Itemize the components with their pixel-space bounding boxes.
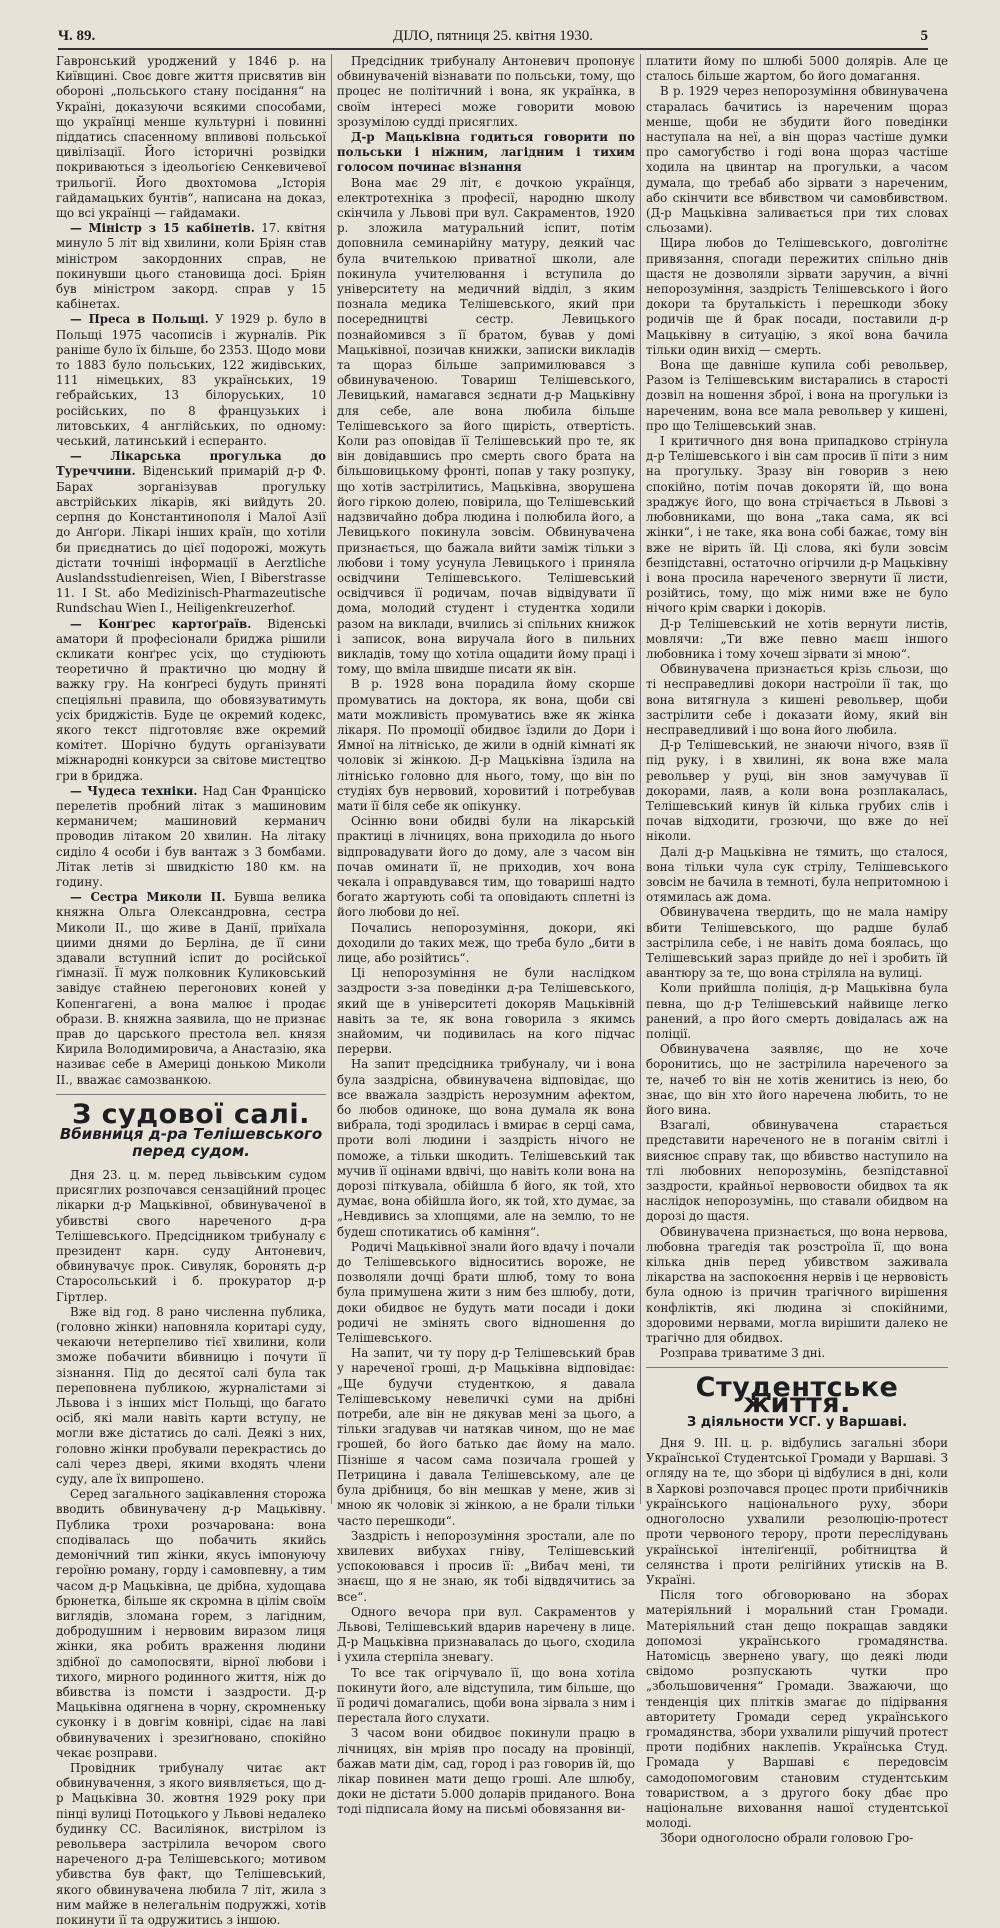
paragraph: Одного вечора при вул. Сакраментов у Львові, Телішевський вдарив наречену в лице. Д-р Мацьківна признавалась до цього, сходила і ухила стерпіла зневагу.: [337, 1604, 635, 1665]
news-text: Віденський примарій д-р Ф. Барах зорганізував прогульку австрійських лікарів, які вийдуть 20. серпня до Константинополя і Малої Азії до Анґори. Лікарі інших країн, що хотіли би приєднатись до цієї подорожі, можуть дістати точніші інформації в Aerztliche Auslandsstudienreisen, Wien, I Biberstrasse 11. I St. або Medizinisch-Pharmazeutische Rundschau Wien I., Heiligenkreuzerhof.: [56, 464, 326, 616]
paragraph: Далі д-р Мацьківна не тямить, що сталося, вона тільки чула сук стрілу, Телішевського зовсім не бачила в темноті, була непритомною і отямилась аж дома.: [646, 844, 948, 905]
paragraph: Гавронський уроджений у 1846 р. на Київщині. Своє довге життя присвятив він обороні „польського стану посідання“ на Україні, доказуючи всякими способами, що українці менше культурні і повинні піддатись спасенному впливові польської цивілізації. Його історичні розвідки покриваються з ідеольогією Сенкевичевої трильогії. Його двохтомова „Історія гайдамацьких бунтів“, написана на доказ, що всі українці — гайдамаки.: [56, 54, 326, 221]
paragraph: Збори одноголосно обрали головою Гро-: [660, 1831, 914, 1846]
paragraph: Почались непорозуміння, докори, які доходили до таких меж, що треба було „бити в лице, або розійтись“.: [337, 920, 635, 965]
paragraph: Серед загального зацікавлення сторожа вводить обвинувачену д-р Мацьківну. Публика трохи розчарована: вона сподівалась що побачить якийсь демонічний тип жінки, якусь імпонуючу героїню роману, горду і самовпевну, а тим часом д-р Мацьківна, це дрібна, худощава брюнетка, більше як скромна в цілім своїм виглядів, зломана горем, з лагідним, добродушним і нервовим виразом лиця жінки, яка робить враження людини здібної до самопосвяти, вірної любови і тихого, мирного родинного життя, ніж до вбивства із помсти і заздрости. Д-р Мацьківна одягнена в чорну, скромненьку суконку і в довгім ковнірі, сідає на лаві обвинувачених і зрезиґновано, спокійно чекає розправи.: [56, 1487, 326, 1760]
paragraph: Д-р Мацьківна годиться говорити по польськи і ніжним, лагідним і тихим голосом починає візнання: [337, 130, 635, 175]
paragraph: Розправа триватиме 3 дні.: [660, 1346, 826, 1361]
paragraph: Вона має 29 літ, є дочкою українця, електротехніка з професії, народню школу скінчила у Львові при вул. Сакраментов, 1920 р. зложила матуральний іспит, потім доповнила семинарійну матуру, деякий час була вчителькою приватної школи, але покинула учителювання і вступила до університету на медичний відділ, з яким познала медика Телішевського, який при посередництві сестр. Левицького познайомився з її братом, бував у домі Мацьківної, позичав книжки, записки викладів та щораз більше запримилювався з обвинуваченою. Товариш Телішевського, Левицький, намагався зєднати д-р Мацьківну для себе, але вона любила більше Телішевського за його щирість, отвертість. Коли раз оповідав її Телішевський про те, як він довідавшись про смерть свого брата на більшовицькому фронті, попав у таку розпуку, що хотів застрілитись, Мацьківна, зворушена його гіркою долею, повірила, що Телішевський надзвичайно добра людина і полюбила його, а Левицького покинула зовсім. Обвинувачена признається, що бажала вийти заміж тільки з любови і тому усунула Левицького і приняла освідчини Телішевського. Телішевський освідчився її родичам, почав відвідувати її дома, молодий студент і студентка ходили разом на виклади, вчились зі спільних книжок і записок, вона виручала його в пильних викладів, тому що хотіла ощадити йому праці і тому, що вміла швидше писати як він.: [337, 175, 635, 677]
column-2: [337, 54, 635, 1817]
section-heading: Студентське життя.: [695, 1372, 899, 1419]
news-text: Бувша велика княжна Ольга Олександровна, сестра Миколи II., що живе в Данії, приїхала циими днями до Берліна, де її сини здавали вступний іспит до російської ґімназії. Її муж полковник Куликовський завідує стайнею перегонових коней у Копенгагені, а вона малює і продає образи. В. княжна заявила, що не признає прав до царського престола вел. князя Кирила Володимировича, а Анастазію, яка називає себе в Америці донькою Миколи II., вважає самозванкою.: [56, 890, 326, 1087]
paragraph: Вона ще давніше купила собі револьвер, Разом із Телішевським вистарались в старості дозвіл на ношення зброї, і вона на прогульки із нареченим, вона все мала револьвер у кишені, про що Телішевський знав.: [646, 358, 948, 433]
paragraph: Після того обговорювано на зборах матеріяльний і моральний стан Громади. Матеріяльний стан дещо покращав завдяки допомозі українського громадянства. Натомісць звернено увагу, що деякі люди свідомо розпускають чутки про „збольшовичення“ Громади. Зважаючи, що тенденція цих плітків змагає до підірвання авторитету Громади серед українського громадянства, збори ухвалили рішучий протест проти подібних наклепів. Українська Студ. Громада у Варшаві є передовсім самодопомоговим становим студентським товариством, а з другого боку дбає про національне виховання нашої студентської молоді.: [646, 1588, 948, 1831]
paragraph: Обвинувачена признається крізь сльози, що ті несправедливі докори настроїли її так, що вона витягнула з кишені револьвер, щоби застрілити себе і доказати йому, який він несправедливий і що вона його любила.: [646, 662, 948, 737]
paragraph: Обвинувачена признається, що вона нервова, любовна трагедія так розстроїла її, що вона кілька днів перед убивством заживала лікарства на заспокоєння нервів і це нервовість була одною із причин трагічного вирішення конфліктів, які людина зі спокійними, здоровими нервами, могла вирішити далеко не трагічно для обидвох.: [646, 1224, 948, 1346]
paragraph: На запит, чи ту пору д-р Телішевський брав у нареченої гроші, д-р Мацьківна відповідає: „Ще будучи студенткою, я давала Телішевському невеличкі суми на дрібні потреби, але він не дякував мені за цього, а тільки згадував чи натякав чином, що не має грошей, бо його батько дає йому на мало. Пізніше я часом сама позичала грошей у Петрицина і давала Телішевському, але це була дрібниця, бо він мешкав у мене, жив зі мною як чоловік зі жінкою, а не брали тільки часто перешкоди“.: [337, 1346, 635, 1528]
section-divider: [56, 1094, 326, 1095]
news-item: [56, 617, 326, 784]
paragraph: То все так огірчувало її, що вона хотіла покинути його, але відступила, тим більше, що її родичі домагались, щоби вона зірвала з ним і перестала його слухати.: [337, 1665, 635, 1726]
page-number: 5: [920, 28, 928, 44]
news-text: 17. квітня минуло 5 літ від хвилини, коли Бріян став міністром закордонних справ, не покинувши цього становища досі. Бріян був міністром закорд. справ у 15 кабінетах.: [56, 221, 326, 312]
news-item: [56, 312, 326, 449]
column-divider: [331, 54, 332, 1504]
news-title: — Преса в Польщі.: [70, 312, 209, 327]
news-item: [56, 449, 326, 616]
column-divider: [640, 54, 641, 1504]
news-title: — Конґрес картоґраїв.: [70, 616, 252, 631]
section-heading: З судової салі.: [72, 1098, 310, 1130]
paragraph: Ці непорозуміння не були наслідком заздрости з-за поведінки д-ра Телішевського, який ще в університеті докоряв Мацьківній навіть за те, як вона говорила з якимсь знайомим, чи подивилась на кого підчас перерви.: [337, 966, 635, 1057]
news-title: — Лікарська прогулька до Туреччини.: [56, 449, 326, 479]
column-3: [646, 54, 948, 1846]
page-header: [58, 26, 928, 50]
news-text: У 1929 р. було в Польщі 1975 часописів і журналів. Рік раніше було їх більше, бо 2353. Щодо мови то 1883 було польських, 122 жидівських, 111 німецьких, 83 українських, 19 гебрайських, 13 білоруських, 10 російських, по 8 французьких і литовських, 4 англійських, по одному: чеський, латинський і есперанто.: [56, 312, 326, 449]
news-item: [56, 890, 326, 1088]
paragraph: В р. 1929 через непорозуміння обвинувачена старалась бачитись із нареченим щораз менше, щоби не збудити його поведінки наступала на неї, а він щораз частіше думки про самогубство і годі вона щораз частіше ходила на цвинтар на прогульки, а часом думала, що требаб або зірвати з нареченим, або скінчити все вбивством чи самовбивством. (Д-р Мацьківна заливається при тих словах сльозами).: [646, 84, 948, 236]
news-text: Над Сан Франціско перелетів пробний літак з машиновим керманичем; машиновий керманич проводив літаком 20 хвилин. На літаку сиділо 4 особи і був вантаж з 3 бомбами. Літак летів зі швидкістю 180 км. на годину.: [56, 783, 326, 889]
section-subheading: Вбивниця д-ра Телішевського перед судом.: [59, 1125, 323, 1161]
paragraph: Обвинувачена заявляє, що не хоче боронитись, що не застрілила нареченого за те, начеб то він не хотів женитись із нею, бо знає, що він хто його наречена любить, то не його вина.: [646, 1042, 948, 1118]
news-title: — Чудеса техніки.: [70, 783, 198, 798]
paragraph: Вже від год. 8 рано численна публика, (головно жінки) наповняла коритарі суду, чекаючи нетерпеливо тієї хвилини, коли зможе побачити вбивницю і почути її зізнання. Під до десятої салі була так переповнена публикою, журналістами зі Львова і з інших міст Польщі, що багато осіб, які мали навіть карти вступу, не могли вже дістатись до салі. Деякі з них, головно жінки пробували перекрастись до салі через двері, якими входять члени суду, але їх випрошено.: [56, 1304, 326, 1487]
paragraph: Д-р Телішевський не хотів вернути листів, мовлячи: „Ти вже певно маєш іншого любовника і тому хочеш зірвати зі мною“.: [646, 616, 948, 661]
paragraph: Д-р Телішевський, не знаючи нічого, взяв її під руку, і в хвилині, як вона вже мала револьвер у руці, він знов замучував її докорами, лаяв, а коли вона розплакалась, Телішевський кинув їй кілька грубих слів і почав відходити, грозючи, що вже до неї ніколи.: [646, 738, 948, 844]
paragraph: Предсідник трибуналу Антоневич пропонує обвинуваченій візнавати по польськи, тому, що процес не політичний і вона, як українка, в своїм інтересі може говорити мовою зрозумілою судді присяглих.: [337, 54, 635, 129]
news-item: [56, 221, 326, 312]
section-subheading: З діяльности УСГ. у Варшаві.: [686, 1414, 908, 1430]
paragraph: Дня 9. III. ц. р. відбулись загальні збори Української Студентської Громади у Варшаві. З огляду на те, що збори ці відбулися в дні, коли в Харкові розпочався процес проти прибічників українського національного руху, збори одноголосно ухвалили резолюцію-протест проти червоного терору, проти переслідувань української інтеліґенції, робітництва й селянства і проти релігійних утисків на В. Україні.: [646, 1436, 948, 1587]
paragraph: І критичного дня вона припадково стрінула д-р Телішевського і він сам просив її піти з ним на прогульку. Зразу він говорив з нею спокійно, потім почав докоряти їй, що вона зраджує його, що вона стрічається в Львові з любовниками, що вона „така сама, як всі жінки“, і не таке, яка вона собі бажає, тому він вже не вірить їй. Ці слова, які були зовсім безпідставні, остаточно огірчили д-р Мацьківну і вона просила нареченого звернути її листи, розійтись, тому, що між ними вже не було нічого крім сварки і докорів.: [646, 434, 948, 616]
paragraph: Взагалі, обвинувачена старається представити нареченого не в поганім світлі і вияснює справу так, що вбивство наступило на тлі любовних непорозумінь, безпідставної заздрости, крайньої нервовости обидвох та як наслідок непорозумінь, що ставали обидвом на дорозі до щастя.: [646, 1118, 948, 1224]
news-title: — Сестра Миколи II.: [70, 890, 226, 905]
paragraph: Осінню вони обидві були на лікарській практиці в лічницях, вона приходила до нього відпровадувати його до дому, але з часом він почав оминати її, не приходив, хоч вона чекала і оправдувався тим, що товариші надто богато жартують собі та оповідають сплетні із його любови до неї.: [337, 814, 635, 920]
paragraph: З часом вони обидвоє покинули працю в лічницях, він мріяв про посаду на провінції, бажав мати дім, сад, город і раз говорив їй, що лікар повинен мати дещо гроші. Але шлюбу, доки не дістати 5.000 доларів приданого. Вона тоді підписала йому на письмі обовязання ви-: [337, 1726, 635, 1817]
paragraph: Обвинувачена твердить, що не мала наміру вбити Телішевського, що радше булаб застрілила себе, і не навіть дома боялась, що Телішевський зараз прийде до неї і зробить їй авантюру за те, що вона стріляла на вулиці.: [646, 905, 948, 981]
paragraph: Коли прийшла поліція, д-р Мацьківна була певна, що д-р Телішевський найвище легко ранений, а про його смерть довідалась аж на поліції.: [646, 981, 948, 1041]
issue-number: Ч. 89.: [58, 28, 96, 44]
paragraph: Дня 23. ц. м. перед львівським судом присяглих розпочався сензаційний процес лікарки д-р Мацьківної, обвинуваченої в убивстві свого нареченого д-ра Телішевського. Предсідником трибуналу є президент карн. суду Антоневич, обвинувачує прок. Сивуляк, боронять д-р Старосольський і б. прокуратор д-р Гіртлер.: [56, 1168, 326, 1304]
newspaper-title: ДІЛО, пятниця 25. квітня 1930.: [393, 28, 593, 44]
paragraph: Щира любов до Телішевського, довголітнє привязання, спогади пережитих спільно днів щастя не дозволяли зірвати заручин, а вічні непорозуміння, заздрість Телішевського і його докори та бруталькість і перешкоди збоку родичів ще й брак посади, поставили д-р Мацьківну в ситуацію, з якої вона бачила тільки один вихід — смерть.: [646, 236, 948, 357]
news-text: Віденські аматори й професіонали бриджа рішили скликати конґрес усіх, що студіюють теоретично й практично цю модну й важку гру. На конґресі будуть приняті спеціяльні правила, що обовязуватимуть усіх бриджістів. Буде це окремий кодекс, якого текст підготовляє вже окремий комітет. Шорічно будуть організувати міжнародні конкурси за світове мистецтво гри в бриджа.: [56, 616, 326, 783]
paragraph: На запит предсідника трибуналу, чи і вона була заздрісна, обвинувачена відповідає, що все вважала заздрість нерозумним афектом, бо любов одиноке, що вона думала як вона вибрала, тоді зродилась і вмирає в серці сама, проти волі людини і заздрість нічого не поможе, а тільки шкодить. Телішевський так мучив її оцінами вдвічі, що навіть коли вона на дорозі піткувала, обійшла б його, як той, хто думає, вона обійшла його, як той, хто думає, за „Невдивись за хлопцями, але на землю, то не будеш спотикатись об каміння“.: [337, 1057, 635, 1239]
paragraph: платити йому по шлюбі 5000 долярів. Але це сталось більше жартом, бо його домагання.: [646, 54, 948, 84]
section-divider: [646, 1367, 948, 1368]
column-1: [56, 54, 326, 1927]
news-title: — Міністр з 15 кабінетів.: [70, 221, 255, 236]
paragraph: В р. 1928 вона порадила йому скорше промуватись на доктора, як вона, щоби сві мати можливість промуватись вже як жінка лікаря. По промоції обидвоє їздили до Дори і Ямної на літнісько, де жили в одній кімнаті як чоловік зі жінкою. Д-р Мацьківна їздила на літнісько головно для нього, тому, що він по студіях був нервовий, хоровитий і потребував мати її біля себе як опікунку.: [337, 677, 635, 813]
paragraph: Провідник трибуналу читає акт обвинувачення, з якого виявляється, що д-р Мацьківна 30. жовтня 1929 року при пінці вулиці Потоцького у Львові недалеко будинку СС. Василіянок, вистрілом із револьвера застрілила вечором свого нареченого д-ра Телішевського; мотивом убивства був факт, що Телішевський, якого обвинувачена любила 7 літ, жила з ним майже в нелегальнім подружжі, хотів покинути її та одружитись з іншою.: [56, 1760, 326, 1927]
news-item: [56, 784, 326, 890]
paragraph: Родичі Мацьківної знали його вдачу і почали до Телішевського відноситись вороже, не позволяли дочці брати шлюб, тому то вона була примушена жити з ним без шлюбу, доти, доки обидвоє не будуть мати посади і доки родичі не змінять свого відношення до Телішевського.: [337, 1239, 635, 1346]
paragraph: Заздрість і непорозуміння зростали, але по хвилевих вибухах гніву, Телішевський успокоювався і просив її: „Вибач мені, ти знаєш, що я не знаю, як тобі відвдячитись за все“.: [337, 1528, 635, 1604]
